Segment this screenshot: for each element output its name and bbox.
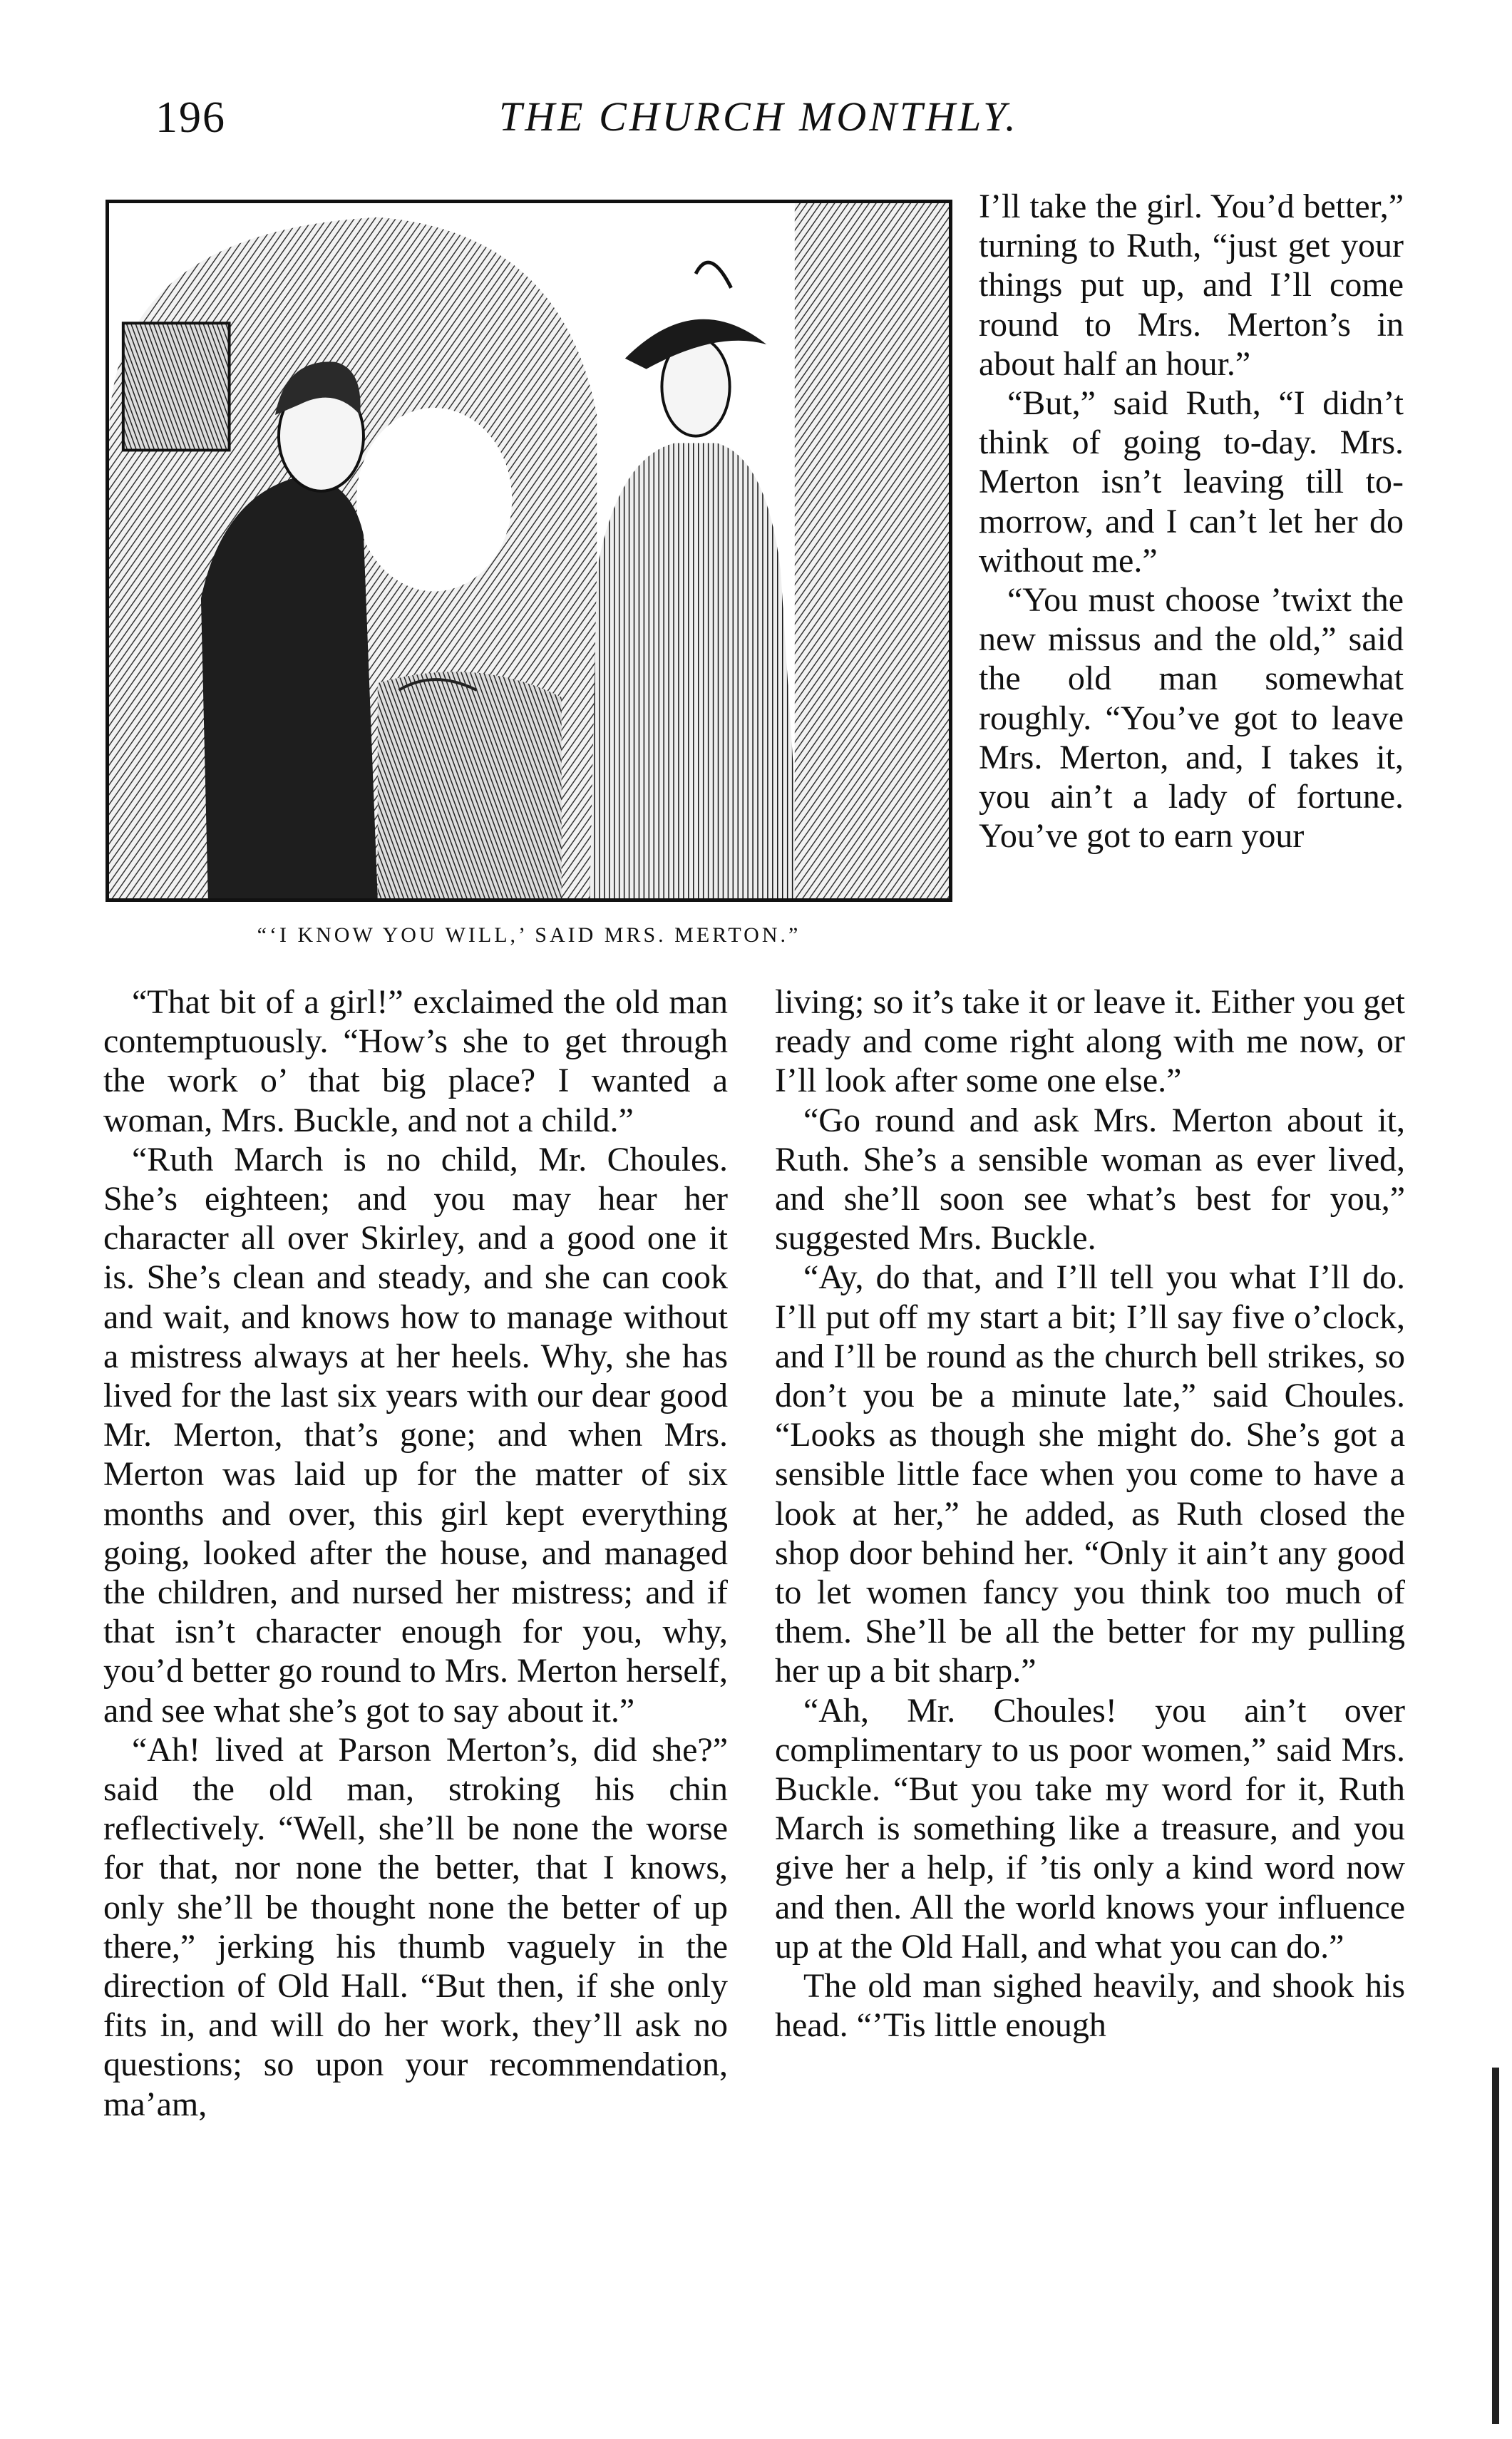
paragraph: “Ah! lived at Parson Merton’s, did she?” said the old man, stroking his chin reflectively. “Well, she’ll be none the worse for that, nor none the better, that I knows, only she’ll be thought none the better of up there,” jerking his thumb vaguely in the direction of Old Hall. “But then, if she only fits in, and will do her work, they’ll ask no questions; so upon your recommendation, ma’am,: [103, 1730, 728, 2123]
text-column-right-top: [979, 187, 1404, 856]
paragraph: “But,” said Ruth, “I didn’t think of going to-day. Mrs. Merton isn’t leaving till to-morrow, and I can’t let her do without me.”: [979, 384, 1404, 580]
paragraph: “Ah, Mr. Choules! you ain’t over complimentary to us poor women,” said Mrs. Buckle. “But you take my word for it, Ruth March is something like a treasure, and you give her a help, if ’tis only a kind word now and then. All the world knows your influence up at the Old Hall, and what you can do.”: [775, 1691, 1405, 1966]
paragraph: I’ll take the girl. You’d better,” turning to Ruth, “just get your things put up, and I’ll come round to Mrs. Merton’s in about half an hour.”: [979, 188, 1404, 383]
text-column-left: [103, 982, 728, 2124]
paragraph: “Ruth March is no child, Mr. Choules. She’s eighteen; and you may hear her character all over Skirley, and a good one it is. She’s clean and steady, and she can cook and wait, and knows how to manage without a mistress always at her heels. Why, she has lived for the last six years with our dear good Mr. Merton, that’s gone; and when Mrs. Merton was laid up for the matter of six months and over, this girl kept everything going, looked after the house, and managed the children, and nursed her mistress; and if that isn’t character enough for you, why, you’d better go round to Mrs. Merton herself, and see what she’s got to say about it.”: [103, 1140, 728, 1730]
paragraph: The old man sighed heavily, and shook his head. “’Tis little enough: [775, 1967, 1405, 2045]
text-column-right: [775, 982, 1405, 2045]
engraving-illustration: [106, 200, 952, 902]
running-title: THE CHURCH MONTHLY.: [499, 93, 1019, 140]
page-number: 196: [155, 93, 226, 142]
paragraph: “Go round and ask Mrs. Merton about it, Ruth. She’s a sensible woman as ever lived, and she’ll soon see what’s best for you,” suggested Mrs. Buckle.: [775, 1101, 1405, 1258]
engraving-drawing: [109, 203, 949, 898]
scan-edge-mark: [1492, 2068, 1499, 2424]
page-header: [0, 86, 1512, 164]
paragraph: “You must choose ’twixt the new missus and the old,” said the old man somewhat roughly. “You’ve got to leave Mrs. Merton, and, I takes it, you ain’t a lady of fortune. You’ve got to earn your: [979, 581, 1404, 856]
illustration-caption: “‘I KNOW YOU WILL,’ SAID MRS. MERTON.”: [257, 923, 801, 947]
paragraph: “Ay, do that, and I’ll tell you what I’ll do. I’ll put off my start a bit; I’ll say five o’clock, and I’ll be round as the church bell strikes, so don’t you be a minute late,” said Choules. “Looks as though she might do. She’s got a sensible little face when you come to have a look at her,” he added, as Ruth closed the shop door behind her. “Only it ain’t any good to let women fancy you think too much of them. She’ll be all the better for my pulling her up a bit sharp.”: [775, 1258, 1405, 1690]
paragraph: living; so it’s take it or leave it. Either you get ready and come right along with me now, or I’ll look after some one else.”: [775, 983, 1405, 1100]
paragraph: “That bit of a girl!” exclaimed the old man contemptuously. “How’s she to get through the work o’ that big place? I wanted a woman, Mrs. Buckle, and not a child.”: [103, 983, 728, 1139]
